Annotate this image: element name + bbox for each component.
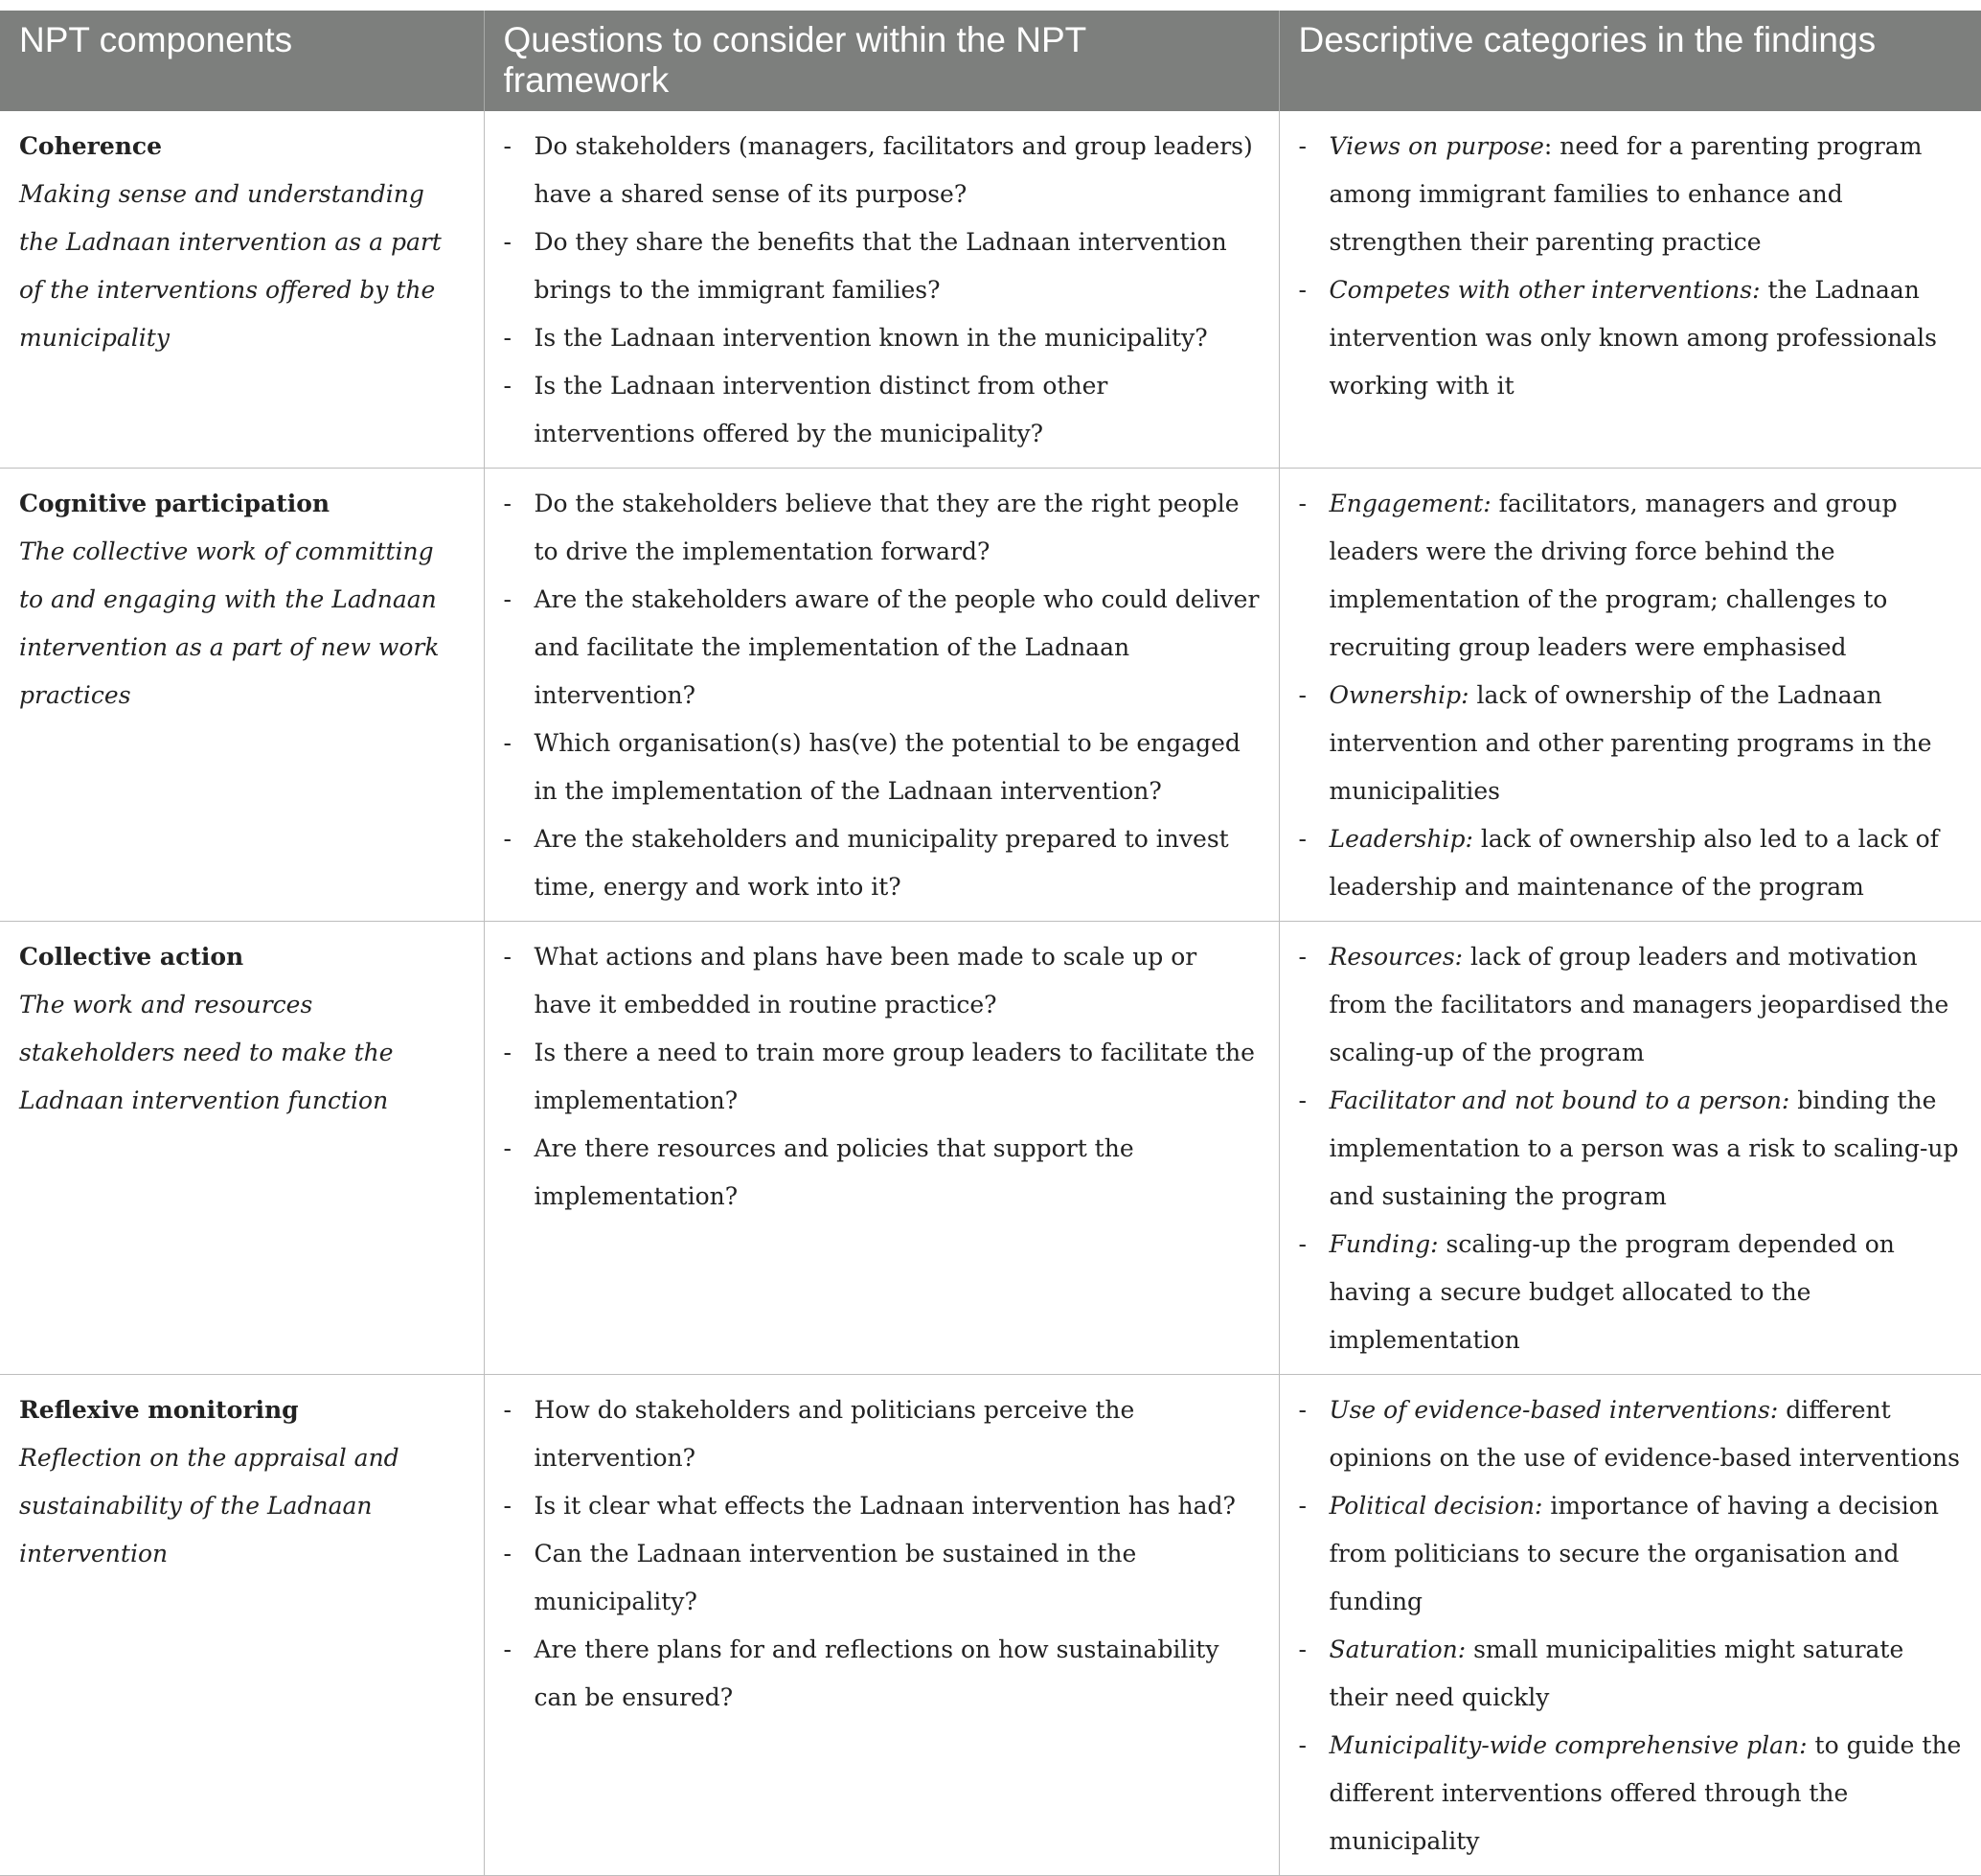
category-text: to guide the different interventions offered through the municipality bbox=[1329, 1731, 1962, 1855]
category-label: Resources: bbox=[1329, 943, 1464, 971]
questions-cell bbox=[484, 111, 1279, 469]
list-item bbox=[1299, 1722, 1963, 1865]
component-description: The work and resources stakeholders need to make the Ladnaan intervention function bbox=[19, 991, 394, 1114]
component-name: Reflexive monitoring bbox=[19, 1396, 299, 1424]
list-item: - Are there plans for and reflections on how sustainability can be ensured? bbox=[504, 1626, 1260, 1722]
category-label: Use of evidence-based interventions: bbox=[1329, 1396, 1779, 1424]
table-header bbox=[0, 11, 1981, 111]
list-item: - Can the Ladnaan intervention be sustained in the municipality? bbox=[504, 1530, 1260, 1626]
questions-list bbox=[504, 480, 1260, 911]
categories-list bbox=[1299, 480, 1963, 911]
category-text: binding the implementation to a person was a risk to scaling-up and sustaining the program bbox=[1329, 1087, 1959, 1210]
component-cell bbox=[0, 1375, 484, 1876]
list-item: - Which organisation(s) has(ve) the potential to be engaged in the implementation of the Ladnaan intervention? bbox=[504, 720, 1260, 815]
category-text: : need for a parenting program among immigrant families to enhance and strengthen their parenting practice bbox=[1329, 132, 1923, 256]
categories-list bbox=[1299, 933, 1963, 1364]
category-label: Engagement: bbox=[1329, 490, 1491, 517]
list-item bbox=[1299, 933, 1963, 1077]
list-item bbox=[1299, 815, 1963, 911]
category-text: lack of ownership of the Ladnaan intervention and other parenting programs in the municipalities bbox=[1329, 681, 1932, 805]
list-item: - Is the Ladnaan intervention known in the municipality? bbox=[504, 314, 1260, 362]
list-item: - Are there resources and policies that support the implementation? bbox=[504, 1125, 1260, 1221]
category-text: different opinions on the use of evidence-based interventions bbox=[1329, 1396, 1960, 1472]
category-label: Saturation: bbox=[1329, 1636, 1467, 1663]
list-item bbox=[1299, 1077, 1963, 1221]
list-item bbox=[1299, 266, 1963, 410]
list-item: - Is there a need to train more group leaders to facilitate the implementation? bbox=[504, 1029, 1260, 1125]
table-row-cognitive-participation bbox=[0, 469, 1981, 922]
table-row-reflexive-monitoring bbox=[0, 1375, 1981, 1876]
component-name: Coherence bbox=[19, 132, 163, 160]
category-text: scaling-up the program depended on having a secure budget allocated to the implementation bbox=[1329, 1230, 1895, 1354]
list-item: - Is the Ladnaan intervention distinct from other interventions offered by the municipality? bbox=[504, 362, 1260, 458]
component-name: Collective action bbox=[19, 943, 244, 971]
list-item bbox=[1299, 480, 1963, 672]
category-label: Views on purpose bbox=[1329, 132, 1544, 160]
list-item bbox=[1299, 1386, 1963, 1482]
component-name: Cognitive participation bbox=[19, 490, 330, 517]
categories-cell bbox=[1279, 111, 1981, 469]
category-label: Competes with other interventions: bbox=[1329, 276, 1761, 304]
category-label: Facilitator and not bound to a person: bbox=[1329, 1087, 1790, 1114]
category-label: Ownership: bbox=[1329, 681, 1469, 709]
categories-cell bbox=[1279, 922, 1981, 1375]
table-row-coherence bbox=[0, 111, 1981, 469]
questions-cell bbox=[484, 922, 1279, 1375]
list-item: - How do stakeholders and politicians perceive the intervention? bbox=[504, 1386, 1260, 1482]
categories-list bbox=[1299, 1386, 1963, 1865]
list-item: - What actions and plans have been made to scale up or have it embedded in routine practice? bbox=[504, 933, 1260, 1029]
list-item bbox=[1299, 123, 1963, 266]
list-item: - Is it clear what effects the Ladnaan intervention has had? bbox=[504, 1482, 1260, 1530]
list-item bbox=[1299, 1221, 1963, 1364]
questions-list bbox=[504, 933, 1260, 1221]
list-item bbox=[1299, 672, 1963, 815]
questions-list bbox=[504, 1386, 1260, 1722]
list-item bbox=[1299, 1626, 1963, 1722]
header-npt-components: NPT components bbox=[0, 11, 484, 111]
questions-cell bbox=[484, 1375, 1279, 1876]
category-label: Leadership: bbox=[1329, 825, 1473, 853]
list-item bbox=[1299, 1482, 1963, 1626]
questions-cell bbox=[484, 469, 1279, 922]
table-row-collective-action bbox=[0, 922, 1981, 1375]
list-item: - Do the stakeholders believe that they are the right people to drive the implementation forward? bbox=[504, 480, 1260, 576]
list-item: - Do they share the benefits that the Ladnaan intervention brings to the immigrant families? bbox=[504, 218, 1260, 314]
questions-list bbox=[504, 123, 1260, 458]
category-label: Municipality-wide comprehensive plan: bbox=[1329, 1731, 1808, 1759]
category-text: facilitators, managers and group leaders were the driving force behind the implementation of the program; challenges to recruiting group leaders were emphasised bbox=[1329, 490, 1898, 661]
category-text: importance of having a decision from politicians to secure the organisation and funding bbox=[1329, 1492, 1939, 1615]
header-row bbox=[0, 11, 1981, 111]
categories-cell bbox=[1279, 469, 1981, 922]
npt-table bbox=[0, 11, 1981, 1876]
category-text: the Ladnaan intervention was only known among professionals working with it bbox=[1329, 276, 1937, 400]
component-cell bbox=[0, 922, 484, 1375]
component-description: Making sense and understanding the Ladnaan intervention as a part of the interventions offered by the municipality bbox=[19, 180, 442, 352]
category-text: small municipalities might saturate their need quickly bbox=[1329, 1636, 1904, 1711]
component-description: Reflection on the appraisal and sustainability of the Ladnaan intervention bbox=[19, 1444, 399, 1567]
table-body bbox=[0, 111, 1981, 1876]
category-label: Political decision: bbox=[1329, 1492, 1543, 1520]
header-descriptive-categories: Descriptive categories in the findings bbox=[1279, 11, 1981, 111]
component-cell bbox=[0, 111, 484, 469]
category-text: lack of group leaders and motivation from the facilitators and managers jeopardised the scaling-up of the program bbox=[1329, 943, 1949, 1066]
categories-cell bbox=[1279, 1375, 1981, 1876]
component-description: The collective work of committing to and engaging with the Ladnaan intervention as a part of new work practices bbox=[19, 538, 440, 709]
category-text: lack of ownership also led to a lack of leadership and maintenance of the program bbox=[1329, 825, 1939, 901]
category-label: Funding: bbox=[1329, 1230, 1439, 1258]
categories-list bbox=[1299, 123, 1963, 410]
component-cell bbox=[0, 469, 484, 922]
header-questions: Questions to consider within the NPT framework bbox=[484, 11, 1279, 111]
list-item: - Do stakeholders (managers, facilitators and group leaders) have a shared sense of its purpose? bbox=[504, 123, 1260, 218]
list-item: - Are the stakeholders and municipality prepared to invest time, energy and work into it? bbox=[504, 815, 1260, 911]
list-item: - Are the stakeholders aware of the people who could deliver and facilitate the implementation of the Ladnaan intervention? bbox=[504, 576, 1260, 720]
